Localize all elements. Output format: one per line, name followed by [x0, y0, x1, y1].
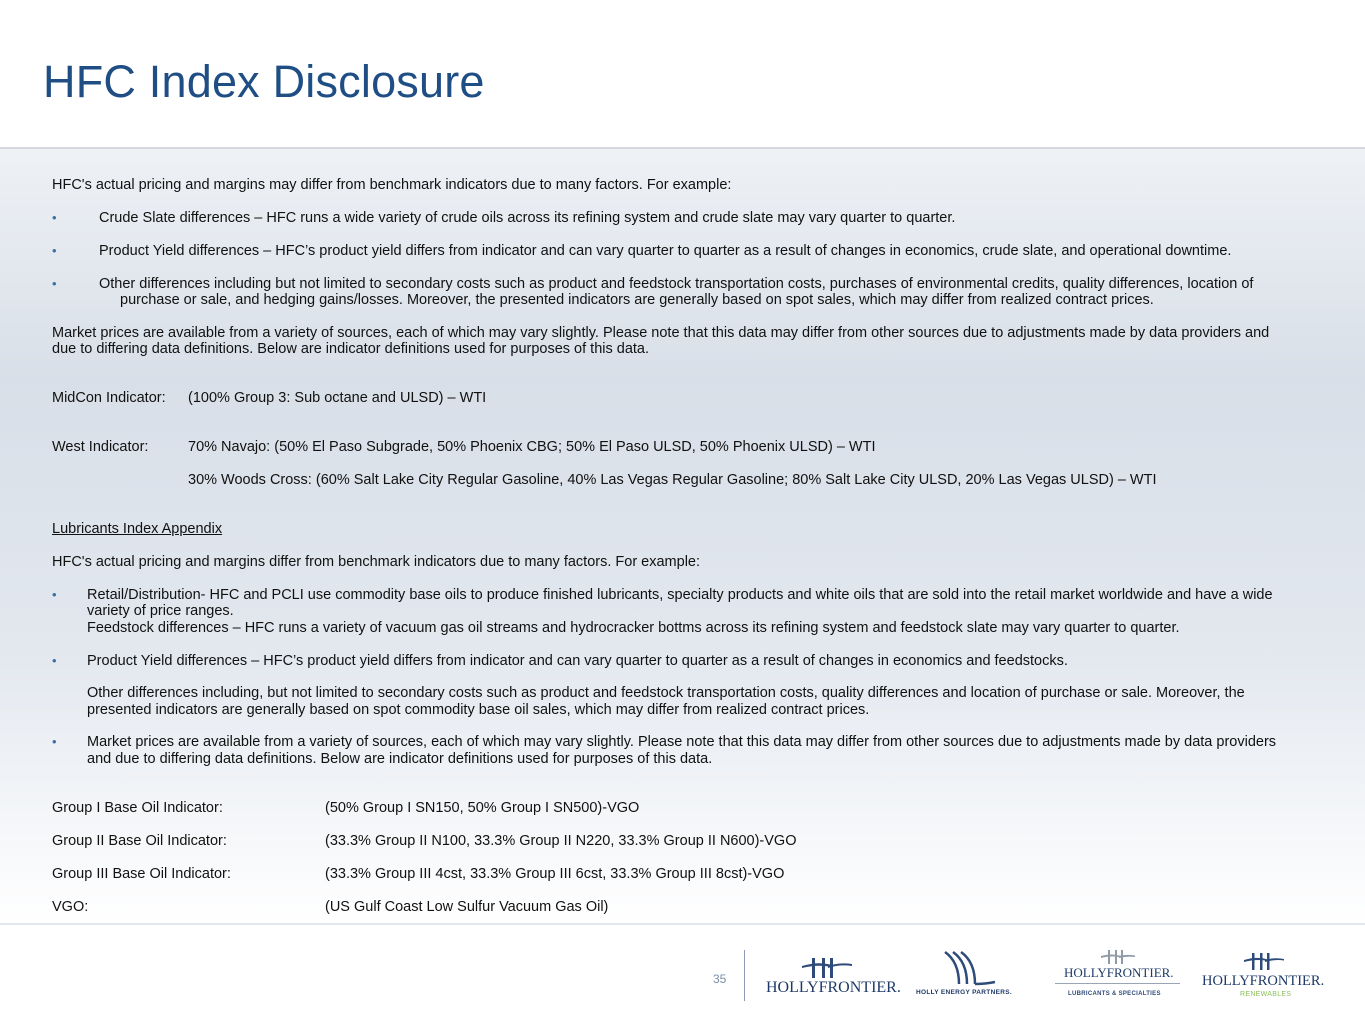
lub-bullet-market-prices-cont: and due to differing data definitions. Below are indicator definitions used for purposes of this data.: [87, 751, 713, 767]
indicator-value: (50% Group I SN150, 50% Group I SN500)-VGO: [325, 800, 640, 816]
lub-bullet-product-yield: Product Yield differences – HFC’s product yield differs from indicator and can vary quarter to quarter as a result of changes in economics and feedstocks.: [87, 653, 1068, 669]
logo-subtitle: RENEWABLES: [1240, 991, 1292, 998]
indicator-value: (33.3% Group II N100, 33.3% Group II N220, 33.3% Group II N600)-VGO: [325, 833, 797, 849]
lubricants-heading: Lubricants Index Appendix: [52, 521, 223, 537]
bullet-other-differences-cont: purchase or sale, and hedging gains/losses. Moreover, the presented indicators are generally based on spot sales, which may differ from realized contract prices.: [120, 292, 1154, 308]
logo-wordmark: HOLLYFRONTIER.: [766, 979, 901, 996]
indicator-value: (US Gulf Coast Low Sulfur Vacuum Gas Oil): [325, 899, 609, 915]
bullet-crude-slate: Crude Slate differences – HFC runs a wide variety of crude oils across its refining system and crude slate may vary quarter to quarter.: [99, 210, 956, 226]
intro-text: HFC's actual pricing and margins may differ from benchmark indicators due to many factors. For example:: [52, 177, 732, 193]
hf-mark-icon: [766, 952, 891, 982]
indicator-label: Group II Base Oil Indicator:: [52, 833, 227, 849]
hf-mark-icon: [1200, 950, 1330, 972]
bullet-icon: •: [52, 587, 57, 602]
footer-divider: [0, 923, 1365, 925]
footer-separator: [744, 950, 745, 1001]
hollyfrontier-lubricants-logo: [1055, 948, 1180, 1002]
hollyfrontier-renewables-logo: [1200, 950, 1330, 1002]
hep-mark-icon: [915, 948, 1030, 988]
header: [0, 0, 1365, 148]
logo-subtitle: HOLLY ENERGY PARTNERS.: [916, 989, 1012, 996]
bullet-icon: •: [52, 734, 57, 749]
indicator-value: (33.3% Group III 4cst, 33.3% Group III 6cst, 33.3% Group III 8cst)-VGO: [325, 866, 785, 882]
bullet-icon: •: [52, 243, 57, 258]
indicator-label: VGO:: [52, 899, 89, 915]
page-title: HFC Index Disclosure: [43, 56, 485, 107]
logo-rule: [1055, 983, 1180, 984]
bullet-icon: •: [52, 653, 57, 668]
midcon-value: (100% Group 3: Sub octane and ULSD) – WTI: [188, 390, 487, 406]
logo-wordmark: HOLLYFRONTIER.: [1202, 973, 1325, 989]
lub-bullet-market-prices: Market prices are available from a variety of sources, each of which may vary slightly. Please note that this data may differ from other sources due to adjustments made by data providers: [87, 734, 1277, 750]
logo-subtitle: LUBRICANTS & SPECIALTIES: [1068, 991, 1161, 997]
lubricants-intro: HFC's actual pricing and margins differ from benchmark indicators due to many factors. For example:: [52, 554, 701, 570]
indicator-label: Group III Base Oil Indicator:: [52, 866, 231, 882]
hollyfrontier-logo: [766, 952, 901, 1000]
lub-feedstock-text: Feedstock differences – HFC runs a variety of vacuum gas oil streams and hydrocracker bottms across its refining system and feedstock slate may vary quarter to quarter.: [87, 620, 1180, 636]
market-paragraph-line: Market prices are available from a variety of sources, each of which may vary slightly. Please note that this data may differ from other sources due to adjustments made by data providers and: [52, 325, 1270, 341]
west-label: West Indicator:: [52, 439, 149, 455]
logo-wordmark: HOLLYFRONTIER.: [1064, 965, 1174, 980]
west-value-navajo: 70% Navajo: (50% El Paso Subgrade, 50% Phoenix CBG; 50% El Paso ULSD, 50% Phoenix ULSD) – WTI: [188, 439, 876, 455]
lub-bullet-retail: Retail/Distribution- HFC and PCLI use commodity base oils to produce finished lubricants, specialty products and white oils that are sold into the retail market worldwide and have a wide: [87, 587, 1273, 603]
bullet-icon: •: [52, 210, 57, 225]
lub-bullet-retail-cont: variety of price ranges.: [87, 603, 234, 619]
lub-other-differences: Other differences including, but not limited to secondary costs such as product and feedstock transportation costs, quality differences and location of purchase or sale. Moreover, the: [87, 685, 1245, 701]
page-number: 35: [713, 972, 727, 986]
midcon-label: MidCon Indicator:: [52, 390, 166, 406]
bullet-other-differences: Other differences including but not limited to secondary costs such as product and feedstock transportation costs, purchases of environmental credits, quality differences, location of: [99, 276, 1254, 292]
bullet-icon: •: [52, 276, 57, 291]
west-value-woods-cross: 30% Woods Cross: (60% Salt Lake City Regular Gasoline, 40% Las Vegas Regular Gasoline; 80% Salt Lake City ULSD, 20% Las Vegas ULSD) – WTI: [188, 472, 1157, 488]
bullet-product-yield: Product Yield differences – HFC’s product yield differs from indicator and can vary quarter to quarter as a result of changes in economics, crude slate, and operational downtime.: [99, 243, 1232, 259]
hf-mark-icon: [1055, 948, 1180, 966]
lub-other-differences-cont: presented indicators are generally based on spot commodity base oil sales, which may differ from realized contract prices.: [87, 702, 870, 718]
holly-energy-partners-logo: [915, 948, 1030, 1000]
market-paragraph-line: due to differing data definitions. Below are indicator definitions used for purposes of this data.: [52, 341, 650, 357]
indicator-label: Group I Base Oil Indicator:: [52, 800, 223, 816]
